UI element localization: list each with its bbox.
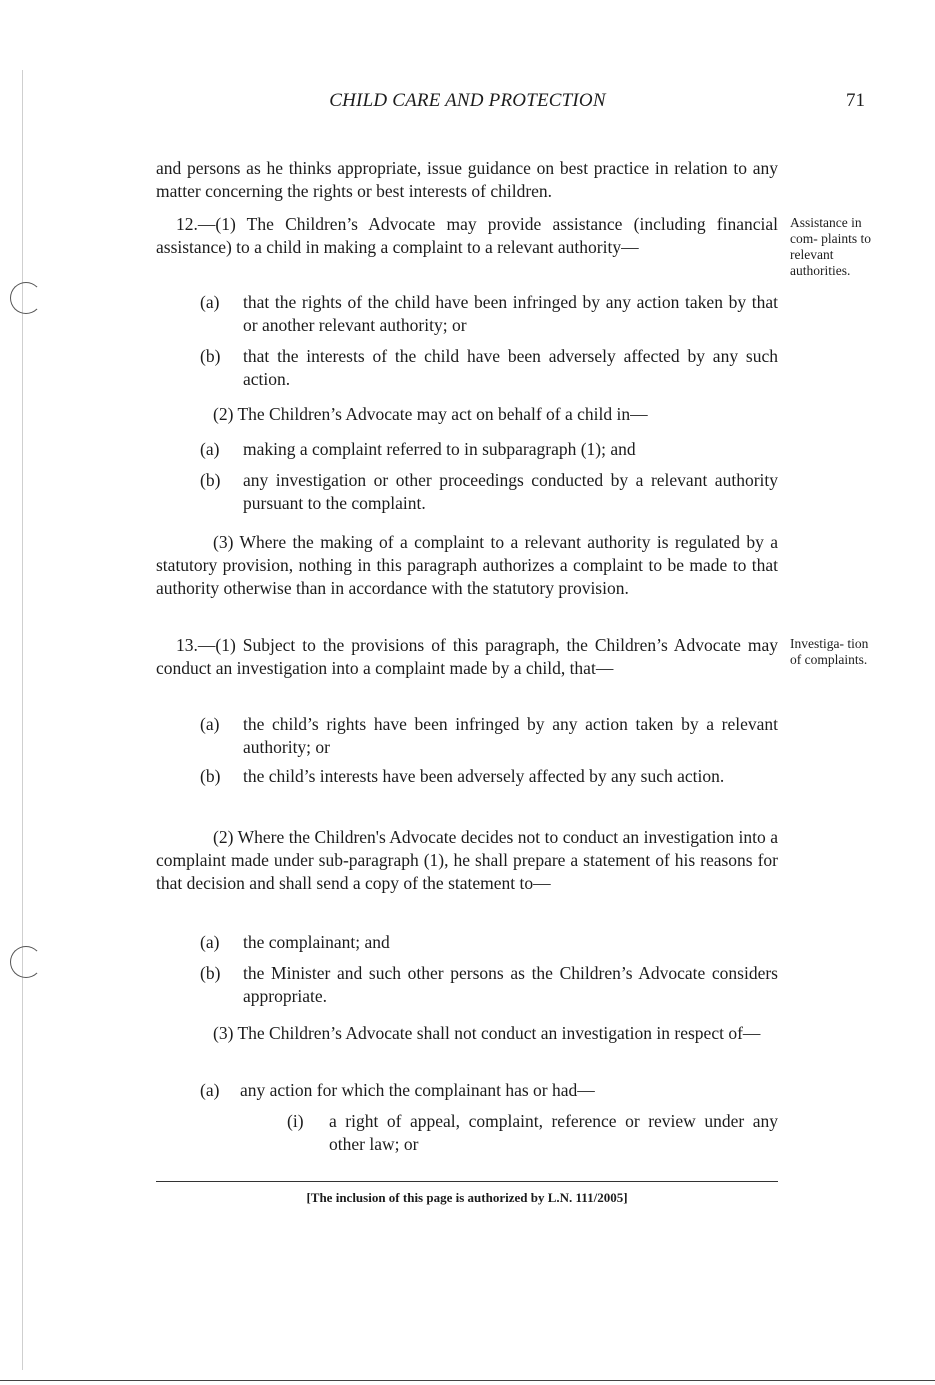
para-12-sub3: (3) Where the making of a complaint to a relevant authority is regulated by a statutory provision, nothing in this paragraph authorizes a complaint to be made to that authority otherwise than in accordance with the statutory provision. xyxy=(156,532,778,598)
para-13-a-label: (a) xyxy=(200,714,220,734)
para-12-b-text: that the interests of the child have been adversely affected by any such action. xyxy=(243,346,778,389)
para-12-sub2-b-text: any investigation or other proceedings conducted by a relevant authority pursuant to the complaint. xyxy=(243,470,778,513)
para-12-a-label: (a) xyxy=(200,292,220,312)
para-13-sub2-a-text: the complainant; and xyxy=(243,932,390,952)
binder-hole-bottom xyxy=(10,946,42,978)
binder-hole-top xyxy=(10,282,42,314)
para-12-sub2: (2) The Children’s Advocate may act on behalf of a child in— xyxy=(213,404,648,424)
para-13-b-text: the child’s interests have been adversely affected by any such action. xyxy=(243,766,725,786)
para-13-b-label: (b) xyxy=(200,766,221,786)
para-12-a-text: that the rights of the child have been infringed by any action taken by that or another relevant authority; or xyxy=(243,292,778,335)
para-13-sub3-a-label: (a) xyxy=(200,1080,220,1100)
footer-rule xyxy=(156,1181,778,1182)
para-13-sub3-a-text: any action for which the complainant has or had— xyxy=(240,1080,595,1100)
para-13-sub2-b-label: (b) xyxy=(200,963,221,983)
para-13-sub3-i-text: a right of appeal, complaint, reference or review under any other law; or xyxy=(329,1111,778,1154)
para-13-sub2-b-text: the Minister and such other persons as the Children’s Advocate considers appropriate. xyxy=(243,963,778,1006)
para-13-a-text: the child’s rights have been infringed by any action taken by a relevant authority; or xyxy=(243,714,778,757)
running-header: CHILD CARE AND PROTECTION xyxy=(329,90,606,111)
para-13-opening: 13.—(1) Subject to the provisions of this paragraph, the Children’s Advocate may conduct an investigation into a complaint made by a child, that— xyxy=(156,635,778,678)
para-12-sub2-a-label: (a) xyxy=(200,439,220,459)
para-12-b-label: (b) xyxy=(200,346,221,366)
page-bottom-edge xyxy=(0,1380,935,1381)
scan-edge-line xyxy=(22,70,23,1370)
para-13-sub2-a-label: (a) xyxy=(200,932,220,952)
para-13-sub2: (2) Where the Children's Advocate decides not to conduct an investigation into a complaint made under sub-paragraph (1), he shall prepare a statement of his reasons for that decision and shall send a copy of the statement to— xyxy=(156,827,778,893)
intro-paragraph: and persons as he thinks appropriate, issue guidance on best practice in relation to any matter concerning the rights or best interests of children. xyxy=(156,158,778,201)
para-12-sub2-a-text: making a complaint referred to in subparagraph (1); and xyxy=(243,439,636,459)
margin-note-13: Investiga- tion of complaints. xyxy=(790,636,869,667)
para-13-sub3-i-label: (i) xyxy=(287,1111,304,1131)
footer-authorization: [The inclusion of this page is authorized by L.N. 111/2005] xyxy=(306,1190,628,1205)
para-13-sub3: (3) The Children’s Advocate shall not conduct an investigation in respect of— xyxy=(213,1023,761,1043)
para-12-sub2-b-label: (b) xyxy=(200,470,221,490)
margin-note-12: Assistance in com- plaints to relevant authorities. xyxy=(790,215,871,278)
page-number: 71 xyxy=(846,90,865,111)
para-12-opening: 12.—(1) The Children’s Advocate may provide assistance (including financial assistance) to a child in making a complaint to a relevant authority— xyxy=(156,214,778,257)
